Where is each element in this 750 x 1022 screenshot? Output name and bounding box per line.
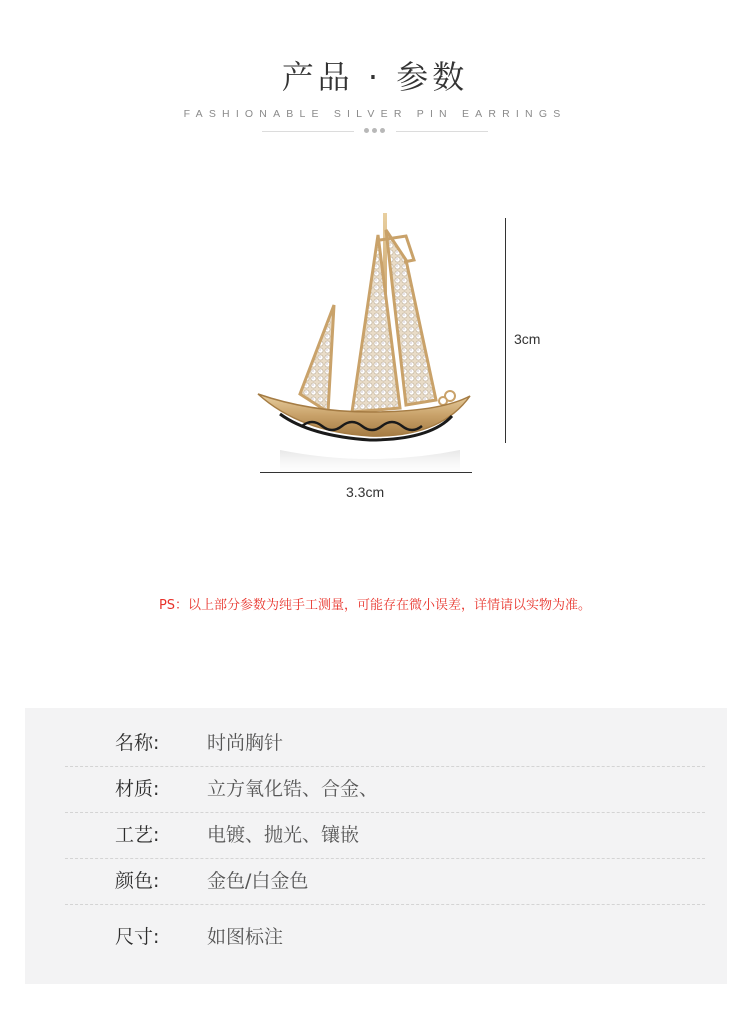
spec-label: 名称: [115, 732, 160, 754]
divider-left [262, 131, 354, 132]
page-subtitle: FASHIONABLE SILVER PIN EARRINGS [183, 108, 567, 120]
spec-value: 立方氧化锆、合金、 [207, 778, 379, 800]
spec-value: 电镀、抛光、镶嵌 [207, 824, 360, 846]
spec-label: 尺寸: [115, 926, 160, 948]
spec-label: 颜色: [115, 870, 160, 892]
height-label: 3cm [514, 331, 541, 347]
spec-label: 材质: [115, 778, 160, 800]
dot [380, 128, 385, 133]
spec-row-craft [65, 812, 705, 859]
spec-row-color [65, 858, 705, 905]
height-dimension-line [505, 218, 506, 443]
spec-panel [25, 708, 727, 984]
spec-value: 如图标注 [207, 926, 284, 948]
width-dimension-line [260, 472, 472, 473]
spec-row-name [65, 720, 705, 767]
page-title: 产品 · 参数 [281, 58, 469, 96]
divider-right [396, 131, 488, 132]
dot [364, 128, 369, 133]
spec-value: 时尚胸针 [207, 732, 284, 754]
measurement-note: PS：以上部分参数为纯手工测量，可能存在微小误差，详情请以实物为准。 [158, 598, 592, 613]
spec-label: 工艺: [115, 824, 160, 846]
spec-row-material [65, 766, 705, 813]
spec-row-size [65, 914, 705, 960]
divider-dots [364, 128, 386, 134]
dot [372, 128, 377, 133]
spec-value: 金色/白金色 [207, 870, 309, 892]
width-label: 3.3cm [346, 484, 385, 500]
